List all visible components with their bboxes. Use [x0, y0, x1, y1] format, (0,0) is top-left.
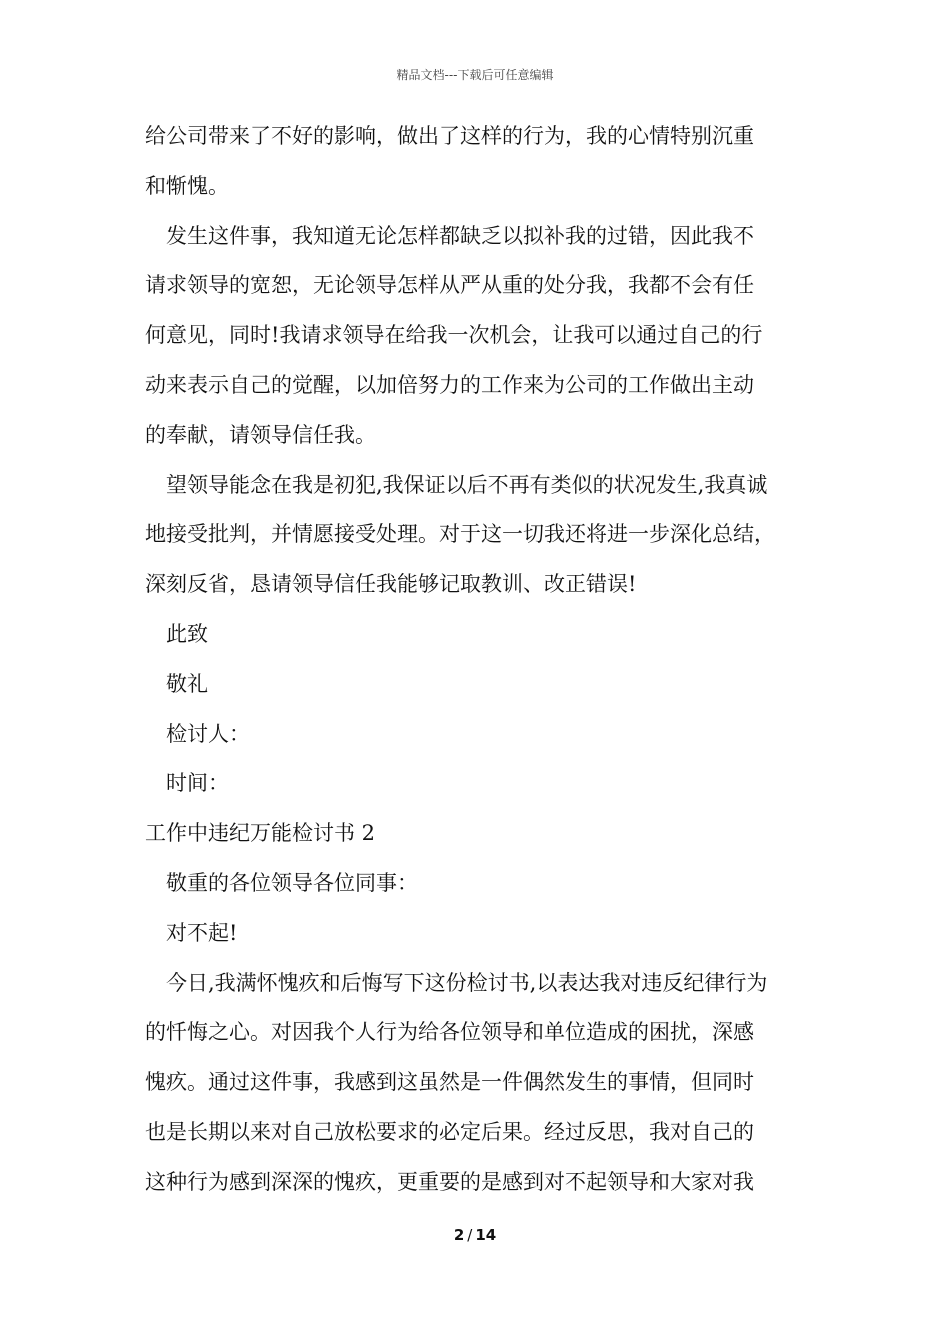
date-line: 时间： — [166, 771, 229, 796]
body-line: 深刻反省，恳请领导信任我能够记取教训、改正错误! — [145, 572, 637, 597]
body-line: 愧疚。通过这件事，我感到这虽然是一件偶然发生的事情，但同时 — [145, 1070, 754, 1095]
section-title: 工作中违纪万能检讨书 2 — [145, 821, 376, 846]
salutation-line: 敬礼 — [166, 671, 208, 696]
document-body — [145, 124, 825, 1220]
body-line: 动来表示自己的觉醒，以加倍努力的工作来为公司的工作做出主动 — [145, 372, 754, 397]
body-line: 和惭愧。 — [145, 173, 229, 198]
body-line: 发生这件事，我知道无论怎样都缺乏以拟补我的过错，因此我不 — [166, 223, 754, 248]
signature-line: 检讨人： — [166, 721, 250, 746]
body-line: 也是长期以来对自己放松要求的必定后果。经过反思，我对自己的 — [145, 1119, 754, 1144]
page-current: 2 — [453, 1226, 465, 1244]
body-line: 的奉献，请领导信任我。 — [145, 422, 376, 447]
document-header-watermark: 精品文档---下载后可任意编辑 — [396, 68, 554, 82]
body-line: 望领导能念在我是初犯,我保证以后不再有类似的状况发生,我真诚 — [166, 472, 768, 497]
body-line: 这种行为感到深深的愧疚，更重要的是感到对不起领导和大家对我 — [145, 1169, 754, 1194]
body-line: 何意见，同时!我请求领导在给我一次机会，让我可以通过自己的行 — [145, 323, 763, 348]
body-line: 今日,我满怀愧疚和后悔写下这份检讨书,以表达我对违反纪律行为 — [166, 970, 768, 995]
page-total: 14 — [475, 1226, 497, 1244]
body-line: 请求领导的宽恕，无论领导怎样从严从重的处分我，我都不会有任 — [145, 273, 754, 298]
body-line: 地接受批判，并情愿接受处理。对于这一切我还将进一步深化总结， — [145, 522, 775, 547]
page-number — [0, 1226, 950, 1244]
body-line: 对不起! — [166, 920, 238, 945]
salutation-line: 此致 — [166, 621, 208, 646]
body-line: 的忏悔之心。对因我个人行为给各位领导和单位造成的困扰，深感 — [145, 1020, 754, 1045]
page-separator: / — [467, 1226, 473, 1244]
greeting-line: 敬重的各位领导各位同事： — [166, 870, 418, 895]
body-line: 给公司带来了不好的影响，做出了这样的行为，我的心情特别沉重 — [145, 124, 754, 148]
